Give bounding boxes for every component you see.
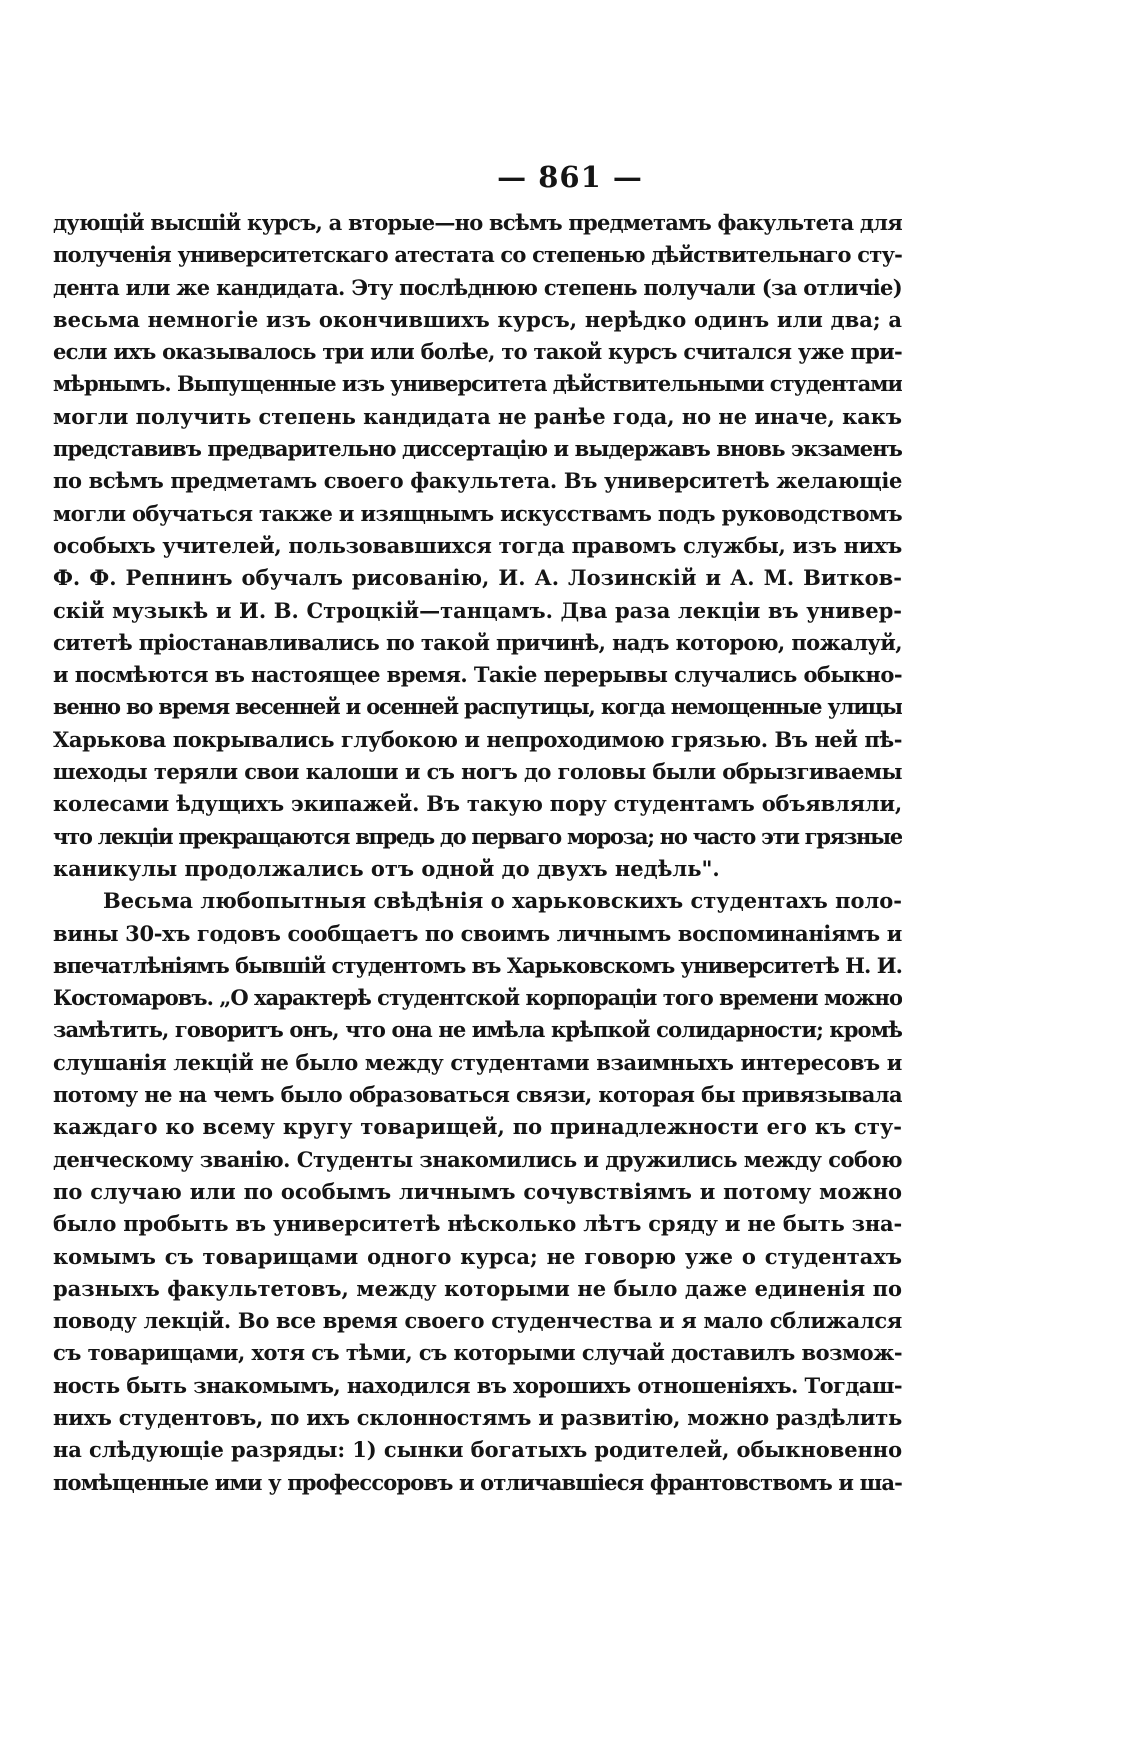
text-line: нихъ студентовъ, по ихъ склонностямъ и развитію, можно раздѣлить: [53, 1404, 902, 1430]
text-line: слушанія лекцій не было между студентами взаимныхъ интересовъ и: [53, 1049, 902, 1075]
text-line: Костомаровъ. „О характерѣ студентской корпораціи того времени можно: [53, 985, 902, 1011]
text-line: Харькова покрывались глубокою и непроходимою грязью. Въ ней пѣ-: [53, 726, 902, 752]
text-line: венно во время весенней и осенней распутицы, когда немощенные улицы: [53, 694, 902, 720]
text-line: представивъ предварительно диссертацію и выдержавъ вновь экзаменъ: [53, 436, 902, 462]
text-line: впечатлѣніямъ бывшій студентомъ въ Харьковскомъ университетѣ Н. И.: [53, 952, 902, 978]
text-line: разныхъ факультетовъ, между которыми не было даже единенія по: [53, 1275, 902, 1301]
text-line: каникулы продолжались отъ одной до двухъ недѣль".: [53, 855, 720, 881]
text-line: потому не на чемъ было образоваться связи, которая бы привязывала: [53, 1082, 902, 1108]
text-line: особыхъ учителей, пользовавшихся тогда правомъ службы, изъ нихъ: [53, 532, 902, 558]
text-line: могли получить степень кандидата не ранѣе года, но не иначе, какъ: [53, 403, 902, 429]
text-line: съ товарищами, хотя съ тѣми, съ которыми случай доставилъ возмож-: [53, 1340, 902, 1366]
text-line: шеходы теряли свои калоши и съ ногъ до головы были обрызгиваемы: [53, 759, 902, 785]
text-line: весьма немногіе изъ окончившихъ курсъ, нерѣдко одинъ или два; а: [53, 306, 902, 332]
text-line: полученія университетскаго атестата со степенью дѣйствительнаго сту-: [53, 242, 902, 268]
text-line: могли обучаться также и изящнымъ искусствамъ подъ руководствомъ: [53, 500, 902, 526]
body-text: [53, 207, 902, 1499]
text-line: было пробыть въ университетѣ нѣсколько лѣтъ сряду и не быть зна-: [53, 1211, 902, 1237]
page-number: — 861 —: [497, 160, 643, 194]
text-line: каждаго ко всему кругу товарищей, по принадлежности его къ сту-: [53, 1114, 902, 1140]
text-line: комымъ съ товарищами одного курса; не говорю уже о студентахъ: [53, 1243, 902, 1269]
text-line: денческому званію. Студенты знакомились и дружились между собою: [53, 1146, 902, 1172]
text-line: ситетѣ пріостанавливались по такой причинѣ, надъ которою, пожалуй,: [53, 629, 902, 655]
text-line: ность быть знакомымъ, находился въ хорошихъ отношеніяхъ. Тогдаш-: [53, 1372, 902, 1398]
text-line: Весьма любопытныя свѣдѣнія о харьковскихъ студентахъ поло-: [103, 888, 902, 914]
text-line: по случаю или по особымъ личнымъ сочувствіямъ и потому можно: [53, 1178, 902, 1204]
text-line: колесами ѣдущихъ экипажей. Въ такую пору студентамъ объявляли,: [53, 791, 902, 817]
text-line: если ихъ оказывалось три или болѣе, то такой курсъ считался уже при-: [53, 339, 902, 365]
text-line: замѣтить, говоритъ онъ, что она не имѣла крѣпкой солидарности; кромѣ: [53, 1017, 902, 1043]
text-line: поводу лекцій. Во все время своего студенчества и я мало сближался: [53, 1308, 902, 1334]
text-line: скій музыкѣ и И. В. Строцкій—танцамъ. Два раза лекціи въ универ-: [53, 597, 902, 623]
text-line: Ф. Ф. Репнинъ обучалъ рисованію, И. А. Лозинскій и А. М. Витков-: [53, 565, 902, 591]
text-line: и посмѣются въ настоящее время. Такіе перерывы случались обыкно-: [53, 662, 902, 688]
text-line: мѣрнымъ. Выпущенные изъ университета дѣйствительными студентами: [53, 371, 902, 397]
text-line: дента или же кандидата. Эту послѣднюю степень получали (за отличіе): [53, 274, 902, 300]
text-line: по всѣмъ предметамъ своего факультета. Въ университетѣ желающіе: [53, 468, 902, 494]
text-line: дующій высшій курсъ, а вторые—но всѣмъ предметамъ факультета для: [53, 210, 902, 235]
text-line: что лекціи прекращаются впредь до перваго мороза; но часто эти грязные: [53, 823, 902, 849]
text-line: помѣщенные ими у профессоровъ и отличавшіеся франтовствомъ и ша-: [53, 1469, 902, 1495]
text-line: на слѣдующіе разряды: 1) сынки богатыхъ родителей, обыкновенно: [53, 1437, 902, 1463]
text-line: вины 30-хъ годовъ сообщаетъ по своимъ личнымъ воспоминаніямъ и: [53, 920, 902, 946]
